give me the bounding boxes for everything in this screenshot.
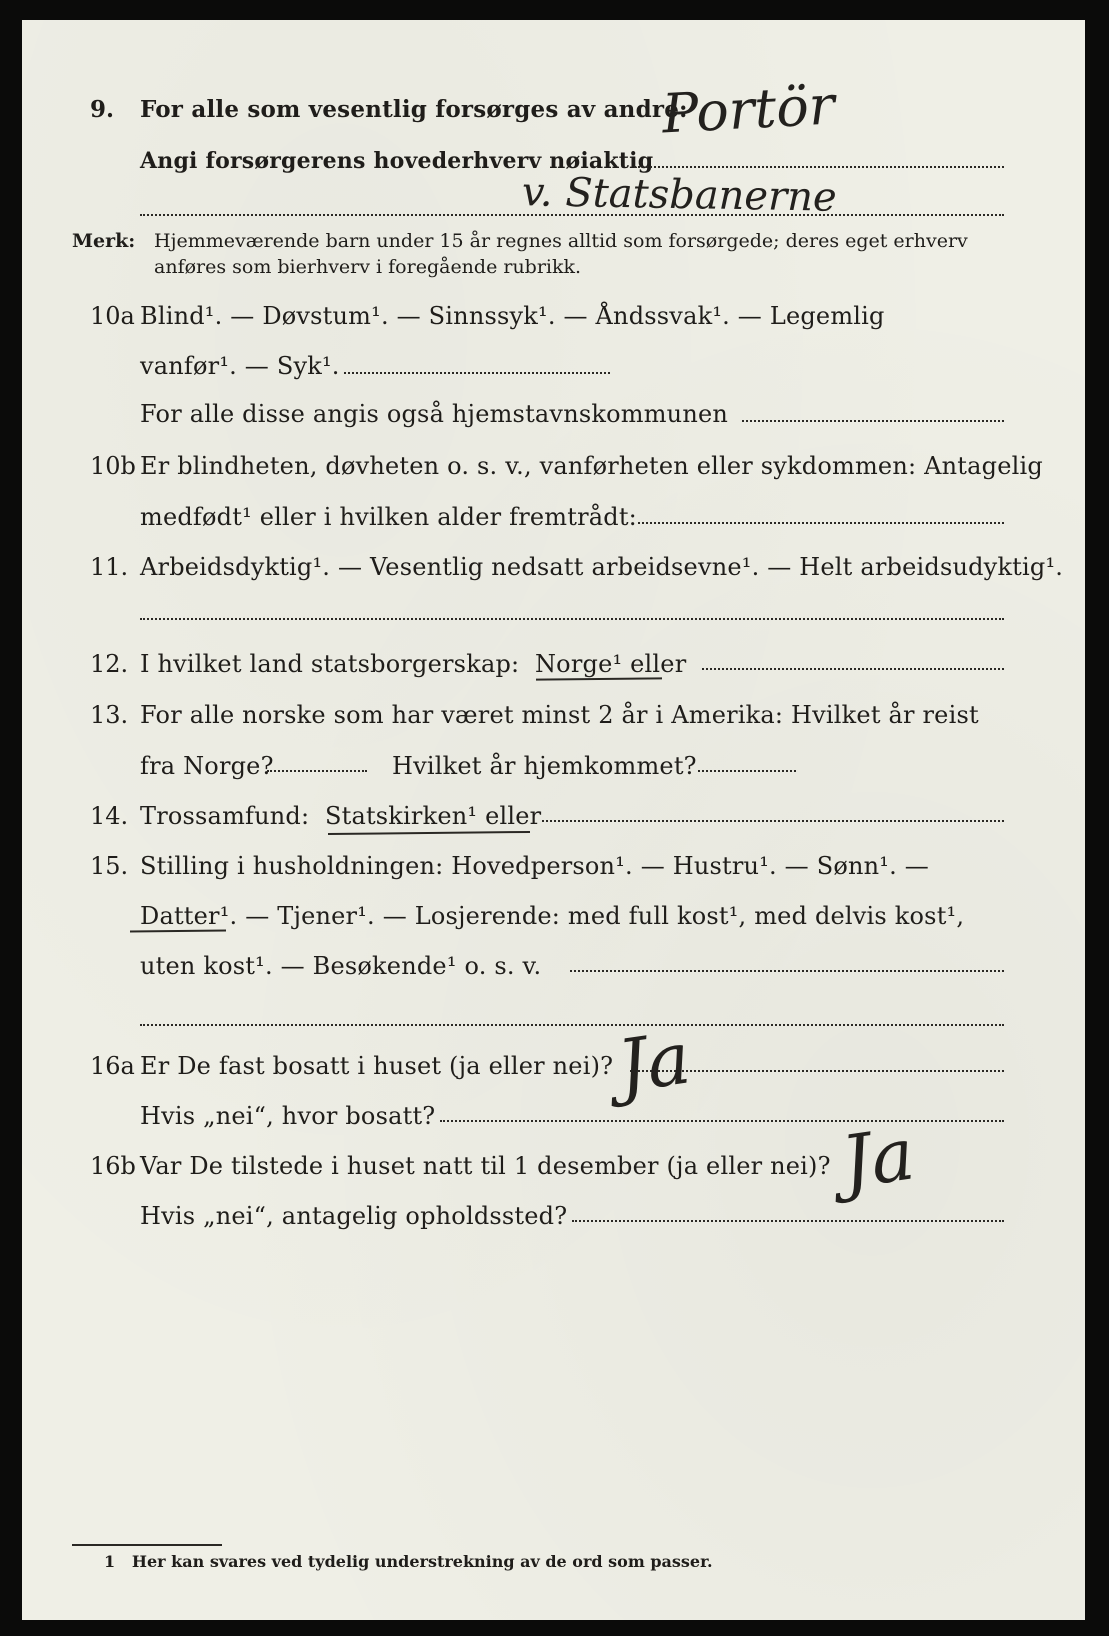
q9-answer-line1: [634, 166, 1004, 168]
q10a-line3: For alle disse angis også hjemstavnskommunen: [140, 400, 729, 428]
q15-option-datter: Datter¹.: [140, 902, 238, 930]
q12-option-other: eller: [630, 650, 687, 678]
q15-datter-underline: [130, 929, 226, 932]
q14-line1: [140, 802, 541, 830]
q16b-whereabouts-line: [572, 1220, 1004, 1222]
q9-answer-occupation: Portör: [660, 73, 837, 146]
q15-line2: [140, 902, 964, 930]
q10a-line2: vanfør¹. — Syk¹.: [140, 352, 340, 380]
q16a-residence-line: [440, 1120, 1004, 1122]
q16b-line1: Var De tilstede i huset natt til 1 desember (ja eller nei)?: [140, 1152, 831, 1180]
q13-number: 13.: [90, 701, 129, 729]
q14-option-statskirken: Statskirken¹: [324, 802, 478, 830]
census-form-page: [22, 20, 1085, 1620]
q12-line1: [140, 650, 686, 678]
q13-line2a: fra Norge?: [140, 752, 274, 780]
q14-label: Trossamfund:: [140, 802, 310, 830]
q15-line2-rest: — Tjener¹. — Losjerende: med full kost¹, med delvis kost¹,: [245, 902, 965, 930]
q10b-line2: medfødt¹ eller i hvilken alder fremtrådt:: [140, 503, 637, 531]
q16a-number: 16a: [90, 1052, 135, 1080]
q15-answer-line2: [140, 1024, 1004, 1026]
q14-option-other: eller: [485, 802, 542, 830]
q10a-hometown-line: [742, 420, 1004, 422]
footnote-text: Her kan svares ved tydelig understrekning av de ord som passer.: [131, 1552, 713, 1571]
q9-number: 9.: [90, 96, 115, 123]
q14-answer-line: [542, 820, 1004, 822]
q11-line1: Arbeidsdyktig¹. — Vesentlig nedsatt arbeidsevne¹. — Helt arbeidsudyktig¹.: [140, 553, 1064, 581]
q16a-answer: Ja: [612, 1015, 696, 1109]
q16b-answer: Ja: [836, 1111, 920, 1205]
q13-line2b: Hvilket år hjemkommet?: [392, 752, 697, 780]
q9-answer-employer: v. Statsbanerne: [521, 169, 838, 221]
q10a-line1: Blind¹. — Døvstum¹. — Sinnssyk¹. — Åndssvak¹. — Legemlig: [140, 302, 885, 330]
q9-line2: Angi forsørgerens hovederhverv nøiaktig: [140, 148, 654, 174]
q11-answer-line: [140, 618, 1004, 620]
q11-number: 11.: [90, 553, 129, 581]
q9-line1: For alle som vesentlig forsørges av andre:: [140, 96, 688, 123]
q13-departure-line: [267, 770, 367, 772]
q10a-sick-line: [344, 372, 610, 374]
q16a-line2: Hvis „nei“, hvor bosatt?: [140, 1102, 436, 1130]
q12-question: I hvilket land statsborgerskap:: [140, 650, 520, 678]
q12-norge-underline: [536, 677, 662, 680]
q12-answer-line: [702, 668, 1004, 670]
q15-answer-line1: [570, 970, 1004, 972]
q10b-number: 10b: [90, 452, 136, 480]
merk-label: Merk:: [72, 230, 136, 252]
q16b-line2: Hvis „nei“, antagelig opholdssted?: [140, 1202, 568, 1230]
q14-statskirken-underline: [328, 831, 530, 835]
q10b-line1: Er blindheten, døvheten o. s. v., vanførheten eller sykdommen: Antagelig: [140, 452, 1043, 480]
q15-line3: uten kost¹. — Besøkende¹ o. s. v.: [140, 952, 542, 980]
q10a-number: 10a: [90, 302, 135, 330]
merk-line2: anføres som bierhverv i foregående rubrikk.: [154, 256, 582, 278]
q15-line1: Stilling i husholdningen: Hovedperson¹. — Hustru¹. — Sønn¹. —: [140, 852, 929, 880]
q12-option-norge: Norge¹: [534, 650, 623, 678]
q16a-line1: Er De fast bosatt i huset (ja eller nei)?: [140, 1052, 614, 1080]
footnote-rule: [72, 1544, 222, 1546]
footnote-marker: 1: [104, 1552, 116, 1571]
merk-line1: Hjemmeværende barn under 15 år regnes alltid som forsørgede; deres eget erhverv: [154, 230, 968, 252]
q14-number: 14.: [90, 802, 129, 830]
q13-return-line: [698, 770, 796, 772]
q15-number: 15.: [90, 852, 129, 880]
q10b-age-line: [638, 522, 1004, 524]
q12-number: 12.: [90, 650, 129, 678]
q16b-number: 16b: [90, 1152, 136, 1180]
footnote: [104, 1552, 713, 1571]
q13-line1: For alle norske som har været minst 2 år i Amerika: Hvilket år reist: [140, 701, 979, 729]
